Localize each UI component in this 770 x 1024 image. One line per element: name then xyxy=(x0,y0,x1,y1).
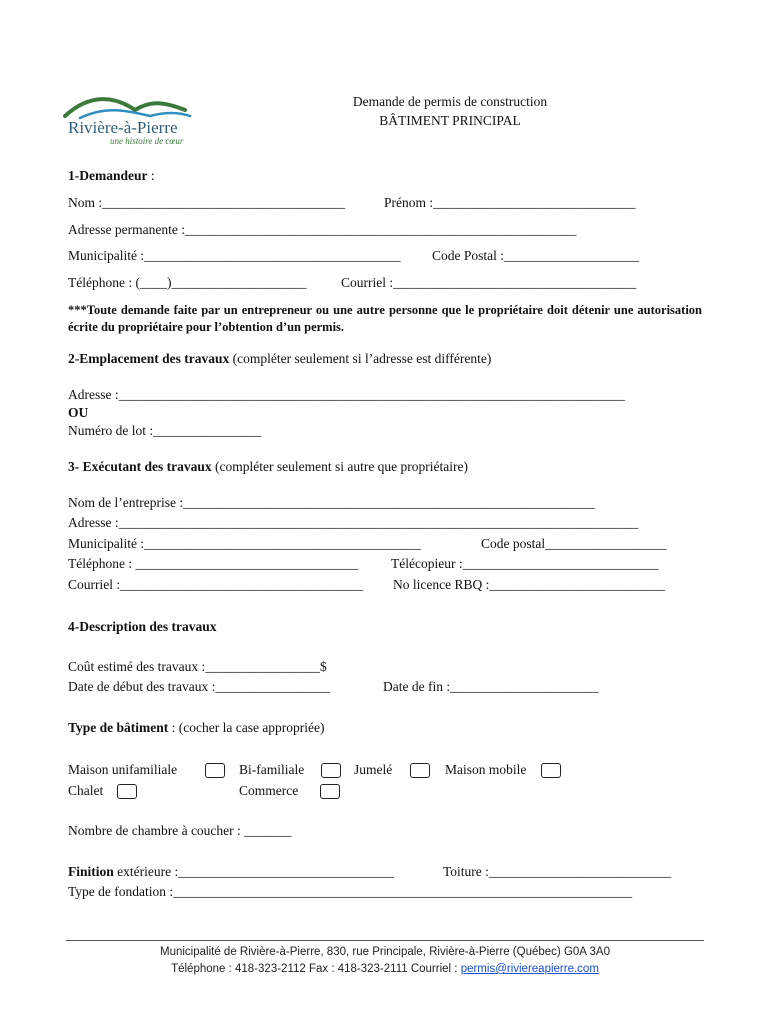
entrepreneur-courriel-field[interactable]: Courriel :____________________________________ xyxy=(68,577,364,592)
footer-phone-fax: Téléphone : 418-323-2112 Fax : 418-323-2111 Courriel : xyxy=(171,963,461,975)
entrepreneur-code-postal-field[interactable]: Code postal__________________ xyxy=(481,536,667,551)
footer-contact xyxy=(66,963,704,975)
section-1-title: 1-Demandeur xyxy=(68,168,148,183)
authorization-note: ***Toute demande faite par un entrepreneur ou une autre personne que le propriétaire doit détenir une autorisation écrite du propriétaire pour l’obtention d’un permis. xyxy=(68,303,702,334)
entrepreneur-adresse-field[interactable]: Adresse :_____________________________________________________________________________ xyxy=(68,515,639,530)
telephone-field[interactable]: Téléphone : (____)____________________ xyxy=(68,275,307,290)
code-postal-field[interactable]: Code Postal :____________________ xyxy=(432,248,640,263)
entrepreneur-municipalite-field[interactable]: Municipalité :_________________________________________ xyxy=(68,536,421,551)
section-1-heading xyxy=(68,168,155,184)
checkbox-maison-mobile[interactable] xyxy=(541,763,561,778)
section-1-suffix: : xyxy=(147,168,155,183)
section-2-heading xyxy=(68,351,491,367)
section-3-suffix: (compléter seulement si autre que propriétaire) xyxy=(211,459,469,474)
rbq-license-field[interactable]: No licence RBQ :__________________________ xyxy=(393,577,665,592)
adresse-permanente-field[interactable]: Adresse permanente :__________________________________________________________ xyxy=(68,222,577,237)
option-label-unifamiliale: Maison unifamiliale xyxy=(68,762,178,777)
footer-divider xyxy=(66,940,704,941)
building-type-title: Type de bâtiment xyxy=(68,720,169,735)
checkbox-chalet[interactable] xyxy=(117,784,137,799)
option-label-commerce: Commerce xyxy=(239,783,299,798)
fondation-field[interactable]: Type de fondation :____________________________________________________________________ xyxy=(68,884,633,899)
entrepreneur-telephone-field[interactable]: Téléphone : _________________________________ xyxy=(68,556,359,571)
nombre-chambres-field[interactable]: Nombre de chambre à coucher : _______ xyxy=(68,823,292,838)
cout-estime-field[interactable]: Coût estimé des travaux :_________________$ xyxy=(68,659,327,674)
finition-suffix: extérieure :________________________________ xyxy=(113,864,395,879)
numero-lot-field[interactable]: Numéro de lot :________________ xyxy=(68,423,262,438)
section-4-heading: 4-Description des travaux xyxy=(68,619,217,634)
travaux-adresse-field[interactable]: Adresse :___________________________________________________________________________ xyxy=(68,387,625,402)
checkbox-bifamiliale[interactable] xyxy=(321,763,341,778)
prenom-field[interactable]: Prénom :______________________________ xyxy=(384,195,636,210)
building-type-heading xyxy=(68,720,325,736)
date-fin-field[interactable]: Date de fin :______________________ xyxy=(383,679,599,694)
courriel-field[interactable]: Courriel :____________________________________ xyxy=(341,275,637,290)
option-label-jumele: Jumelé xyxy=(354,762,393,777)
finition-field[interactable] xyxy=(68,864,394,880)
building-type-suffix: : (cocher la case appropriée) xyxy=(168,720,325,735)
form-subtitle: BÂTIMENT PRINCIPAL xyxy=(379,113,521,128)
date-debut-field[interactable]: Date de début des travaux :_________________ xyxy=(68,679,331,694)
ou-label: OU xyxy=(68,405,89,420)
checkbox-unifamiliale[interactable] xyxy=(205,763,225,778)
section-3-heading xyxy=(68,459,468,475)
entreprise-field[interactable]: Nom de l’entreprise :_____________________________________________________________ xyxy=(68,495,595,510)
footer-email-link[interactable]: permis@riviereapierre.com xyxy=(460,963,599,975)
finition-title: Finition xyxy=(68,864,114,879)
nom-field[interactable]: Nom :____________________________________ xyxy=(68,195,346,210)
section-3-title: 3- Exécutant des travaux xyxy=(68,459,212,474)
option-label-maison-mobile: Maison mobile xyxy=(445,762,527,777)
footer-address: Municipalité de Rivière-à-Pierre, 830, rue Principale, Rivière-à-Pierre (Québec) G0A 3A0 xyxy=(160,946,610,958)
municipalite-field[interactable]: Municipalité :______________________________________ xyxy=(68,248,401,263)
logo-tagline: une histoire de cœur xyxy=(110,136,184,146)
section-2-suffix: (compléter seulement si l’adresse est différente) xyxy=(229,351,492,366)
option-label-bifamiliale: Bi-familiale xyxy=(239,762,305,777)
form-title: Demande de permis de construction xyxy=(352,94,548,109)
logo-name: Rivière-à-Pierre xyxy=(68,118,178,137)
telecopieur-field[interactable]: Télécopieur :_____________________________ xyxy=(391,556,659,571)
toiture-field[interactable]: Toiture :___________________________ xyxy=(443,864,672,879)
option-label-chalet: Chalet xyxy=(68,783,104,798)
checkbox-commerce[interactable] xyxy=(320,784,340,799)
checkbox-jumele[interactable] xyxy=(410,763,430,778)
section-2-title: 2-Emplacement des travaux xyxy=(68,351,230,366)
